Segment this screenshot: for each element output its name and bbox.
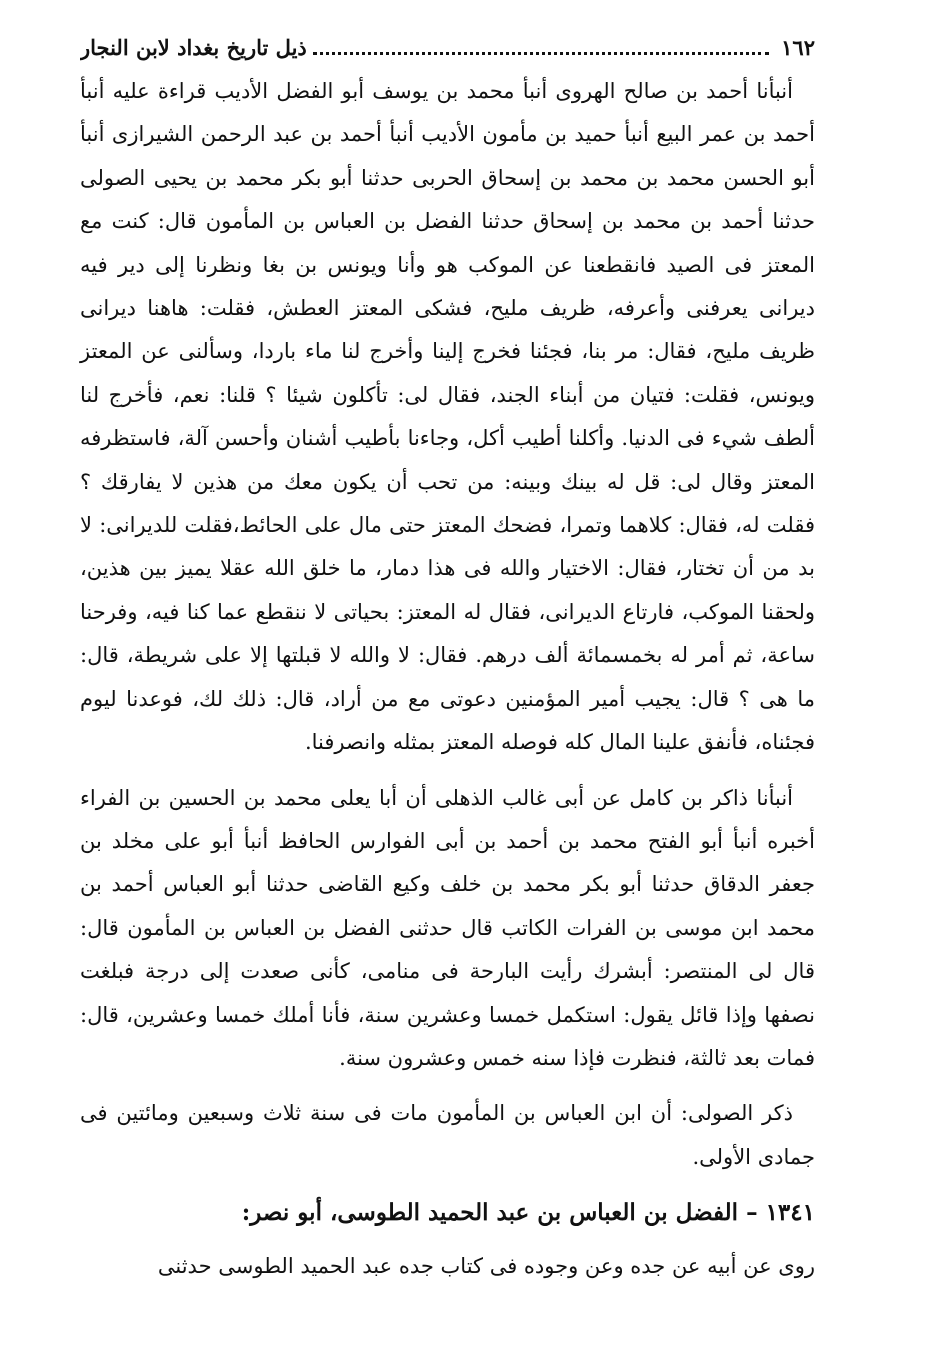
running-head — [80, 30, 815, 64]
page-number: ١٦٢ — [781, 34, 815, 60]
entry-number: ١٣٤١ — [765, 1199, 815, 1227]
closing-paragraph: روى عن أبيه عن جده وعن وجوده فى كتاب جده عبد الحميد الطوسى حدثنى — [157, 1254, 815, 1279]
paragraph-2: أنبأنا ذاكر بن كامل عن أبى غالب الذهلى أن أبا يعلى محمد بن الحسين بن الفراء أخبره أنبأ أبو الفتح محمد بن أحمد بن أبى الفوارس الحافظ أنبأ أبو على مخلد بن جعفر الدقاق حدثنا أبو بكر محمد بن خلف وكيع القاضى حدثنا أبو العباس أحمد بن محمد ابن موسى بن الفرات الكاتب قال حدثنى الفضل بن العباس بن المأمون قال: قال لى المنتصر: أبشرك رأيت البارحة فى منامى، كأنى صعدت إلى درجة فبلغت نصفها وإذا قائل يقول: استكمل خمسا وعشرين سنة، فأنا أملك خمسا وعشرين، قال: فمات بعد ثالثة، فنظرت فإذا سنه خمس وعشرون سنة. — [80, 785, 815, 1070]
entry-heading — [80, 1189, 815, 1237]
paragraph-1: أنبأنا أحمد بن صالح الهروى أنبأ محمد بن يوسف أبو الفضل الأديب قراءة عليه أنبأ أحمد بن عمر البيع أنبأ حميد بن مأمون الأديب أنبأ أحمد بن عبد الرحمن الشيرازى أنبأ أبو الحسن محمد بن محمد بن إسحاق الحربى حدثنا أبو بكر محمد بن يحيى الصولى حدثنا أحمد بن محمد بن إسحاق حدثنا الفضل بن العباس بن المأمون قال: كنت مع المعتز فى الصيد فانقطعنا عن الموكب هو وأنا ويونس بن بغا ونظرنا إلى دير فيه ديرانى يعرفنى وأعرفه، ظريف مليح، فشكى المعتز العطش، فقلت: هاهنا ديرانى ظريف مليح، فقال: مر بنا، فجئنا فخرج إلينا وأخرج لنا ماء باردا، وسألنى عن المعتز ويونس، فقلت: فتيان من أبناء الجند، فقال لى: تأكلون شيئا ؟ قلنا: نعم، فأخرج لنا ألطف شيء فى الدنيا. وأكلنا أطيب أكل، وجاءنا بأطيب أشنان وأحسن آلة، فاستظرفه المعتز وقال لى: قل له بينك وبينه: من تحب أن يكون معك من هذين لا يفارقك ؟ فقلت له، فقال: كلاهما وتمرا، فضحك المعتز حتى مال على الحائط،فقلت للديرانى: لا بد من أن تختار، فقال: الاختيار والله فى هذا دمار، ما خلق الله عقلا يميز بين هذين، ولحقنا الموكب، فارتاع الديرانى، فقال له المعتز: بحياتى لا ننقطع عما كنا فيه، وفرحنا ساعة، ثم أمر له بخمسمائة ألف درهم. فقال: لا والله لا قبلتها إلا على شريطة، قال: ما هى ؟ قال: يجيب أمير المؤمنين دعوتى مع من أراد، قال: ذلك لك، فوعدنا ليوم فجئناه، فأنفق علينا المال كله فوصله المعتز بمثله وانصرفنا. — [80, 79, 815, 755]
entry-title: الفضل بن العباس بن عبد الحميد الطوسى، أبو نصر: — [241, 1199, 739, 1227]
paragraph-3: ذكر الصولى: أن ابن العباس بن المأمون مات فى سنة ثلاث وسبعين ومائتين فى جمادى الأولى. — [80, 1101, 815, 1169]
book-title: ذيل تاريخ بغداد لابن النجار — [80, 34, 307, 60]
entry-dash: – — [746, 1199, 758, 1227]
book-page — [80, 30, 815, 1289]
running-head-leader — [313, 40, 769, 55]
